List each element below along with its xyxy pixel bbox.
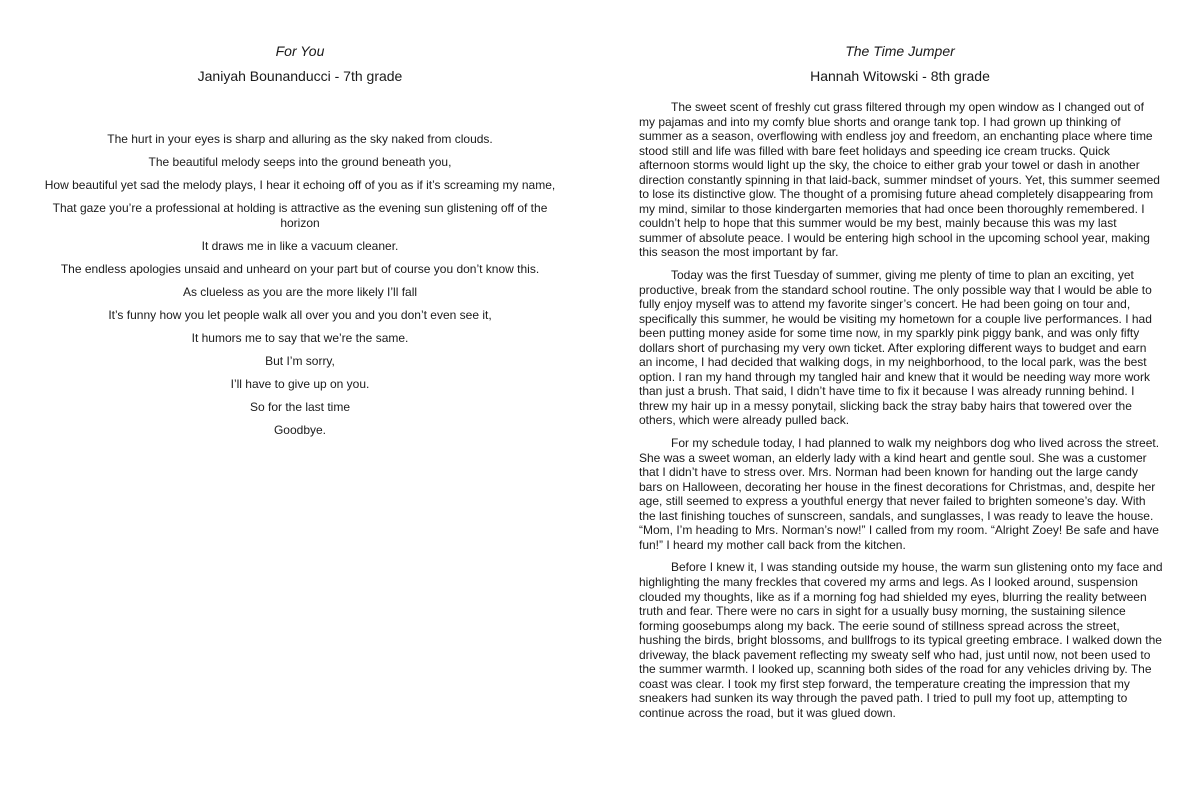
- poem-line: I’ll have to give up on you.: [230, 377, 370, 391]
- poem-line: It’s funny how you let people walk all over you and you don’t even see it,: [108, 308, 492, 322]
- poem-line: How beautiful yet sad the melody plays, I hear it echoing off of you as if it’s screaming my name,: [44, 178, 556, 192]
- story-paragraph: For my schedule today, I had planned to walk my neighbors dog who lived across the street. She was a sweet woman, an elderly lady with a kind heart and gentle soul. She was a customer that I didn’t have to stress over. Mrs. Norman had been known for handing out the large candy bars on Halloween, decorating her house in the finest decorations for Christmas, and, despite her age, still seemed to express a youthful energy that never failed to brighten someone’s day. With the last finishing touches of sunscreen, sandals, and sunglasses, I was ready to leave the house. “Mom, I’m heading to Mrs. Norman’s now!” I called from my room. “Alright Zoey! Be safe and have fun!” I heard my mother call back from the kitchen.: [639, 436, 1160, 552]
- right-page: [600, 0, 1200, 800]
- poem-line: As clueless as you are the more likely I’ll fall: [182, 285, 418, 299]
- story-author: Hannah Witowski - 8th grade: [810, 68, 990, 84]
- poem-line: The endless apologies unsaid and unheard on your part but of course you don’t know this.: [60, 262, 540, 276]
- poem-title: For You: [275, 43, 325, 59]
- poem-body: [40, 132, 560, 446]
- story-paragraph: The sweet scent of freshly cut grass filtered through my open window as I changed out of my pajamas and into my comfy blue shorts and orange tank top. I had grown up thinking of summer as a season, overflowing with endless joy and freedom, an enchanting place where time stood still and life was filled with bare feet holidays and speeding ice cream trucks. Quick afternoon storms would light up the sky, the choice to either grab your towel or dash in another direction constantly spinning in that laid-back, summer mindset of yours. Yet, this summer seemed to lose its distinctive glow. The thought of a promising future ahead completely disappearing from my mind, similar to those kindergarten memories that had once been thoroughly remembered. I couldn’t help to hope that this summer would be my best, mainly because this was my last summer of absolute peace. I would be entering high school in the upcoming school year, making this season the most important by far.: [639, 100, 1160, 260]
- poem-line: The hurt in your eyes is sharp and alluring as the sky naked from clouds.: [107, 132, 493, 146]
- story-title: The Time Jumper: [845, 43, 955, 59]
- story-body: [639, 100, 1163, 728]
- poem-author: Janiyah Bounanducci - 7th grade: [197, 68, 403, 84]
- story-paragraph: Before I knew it, I was standing outside my house, the warm sun glistening onto my face and highlighting the many freckles that covered my arms and legs. As I looked around, suspension clouded my thoughts, like as if a morning fog had shielded my eyes, blurring the reality between truth and fear. There were no cars in sight for a usually busy morning, the sustaining silence forming goosebumps along my back. The eerie sound of stillness spread across the street, hushing the birds, bright blossoms, and bullfrogs to its typical greeting embrace. I walked down the driveway, the black pavement reflecting my sweaty self who had, just until now, not been used to the summer warmth. I looked up, scanning both sides of the road for any vehicles driving by. The coast was clear. I took my first step forward, the temperature creating the impression that my sneakers had sunken its way through the paved path. I tried to pull my foot up, attempting to continue across the road, but it was glued down.: [639, 560, 1163, 720]
- poem-line: So for the last time: [249, 400, 351, 414]
- poem-line: Goodbye.: [273, 423, 327, 437]
- poem-line: It draws me in like a vacuum cleaner.: [201, 239, 399, 253]
- poem-line: That gaze you’re a professional at holding is attractive as the evening sun glistening off of the horizon: [52, 201, 548, 230]
- poem-line: But I’m sorry,: [265, 354, 335, 368]
- poem-line: It humors me to say that we’re the same.: [191, 331, 409, 345]
- story-paragraph: Today was the first Tuesday of summer, giving me plenty of time to plan an exciting, yet productive, break from the standard school routine. The only possible way that I would be able to fully enjoy myself was to attend my favorite singer’s concert. He had been going on tour and, specifically this summer, he would be visiting my hometown for a couple live performances. I had been putting money aside for some time now, in my sparkly pink piggy bank, and was only fifty dollars short of purchasing my very own ticket. After exploring different ways to budget and earn an income, I had decided that walking dogs, in my neighborhood, to the local park, was the best option. I ran my hand through my tangled hair and knew that it would be needing way more work than just a brush. That said, I didn’t have time to fix it because I was already running behind. I threw my hair up in a messy ponytail, slicking back the stray baby hairs that towered over the others, which were already pulled back.: [639, 268, 1152, 428]
- poem-line: The beautiful melody seeps into the ground beneath you,: [148, 155, 452, 169]
